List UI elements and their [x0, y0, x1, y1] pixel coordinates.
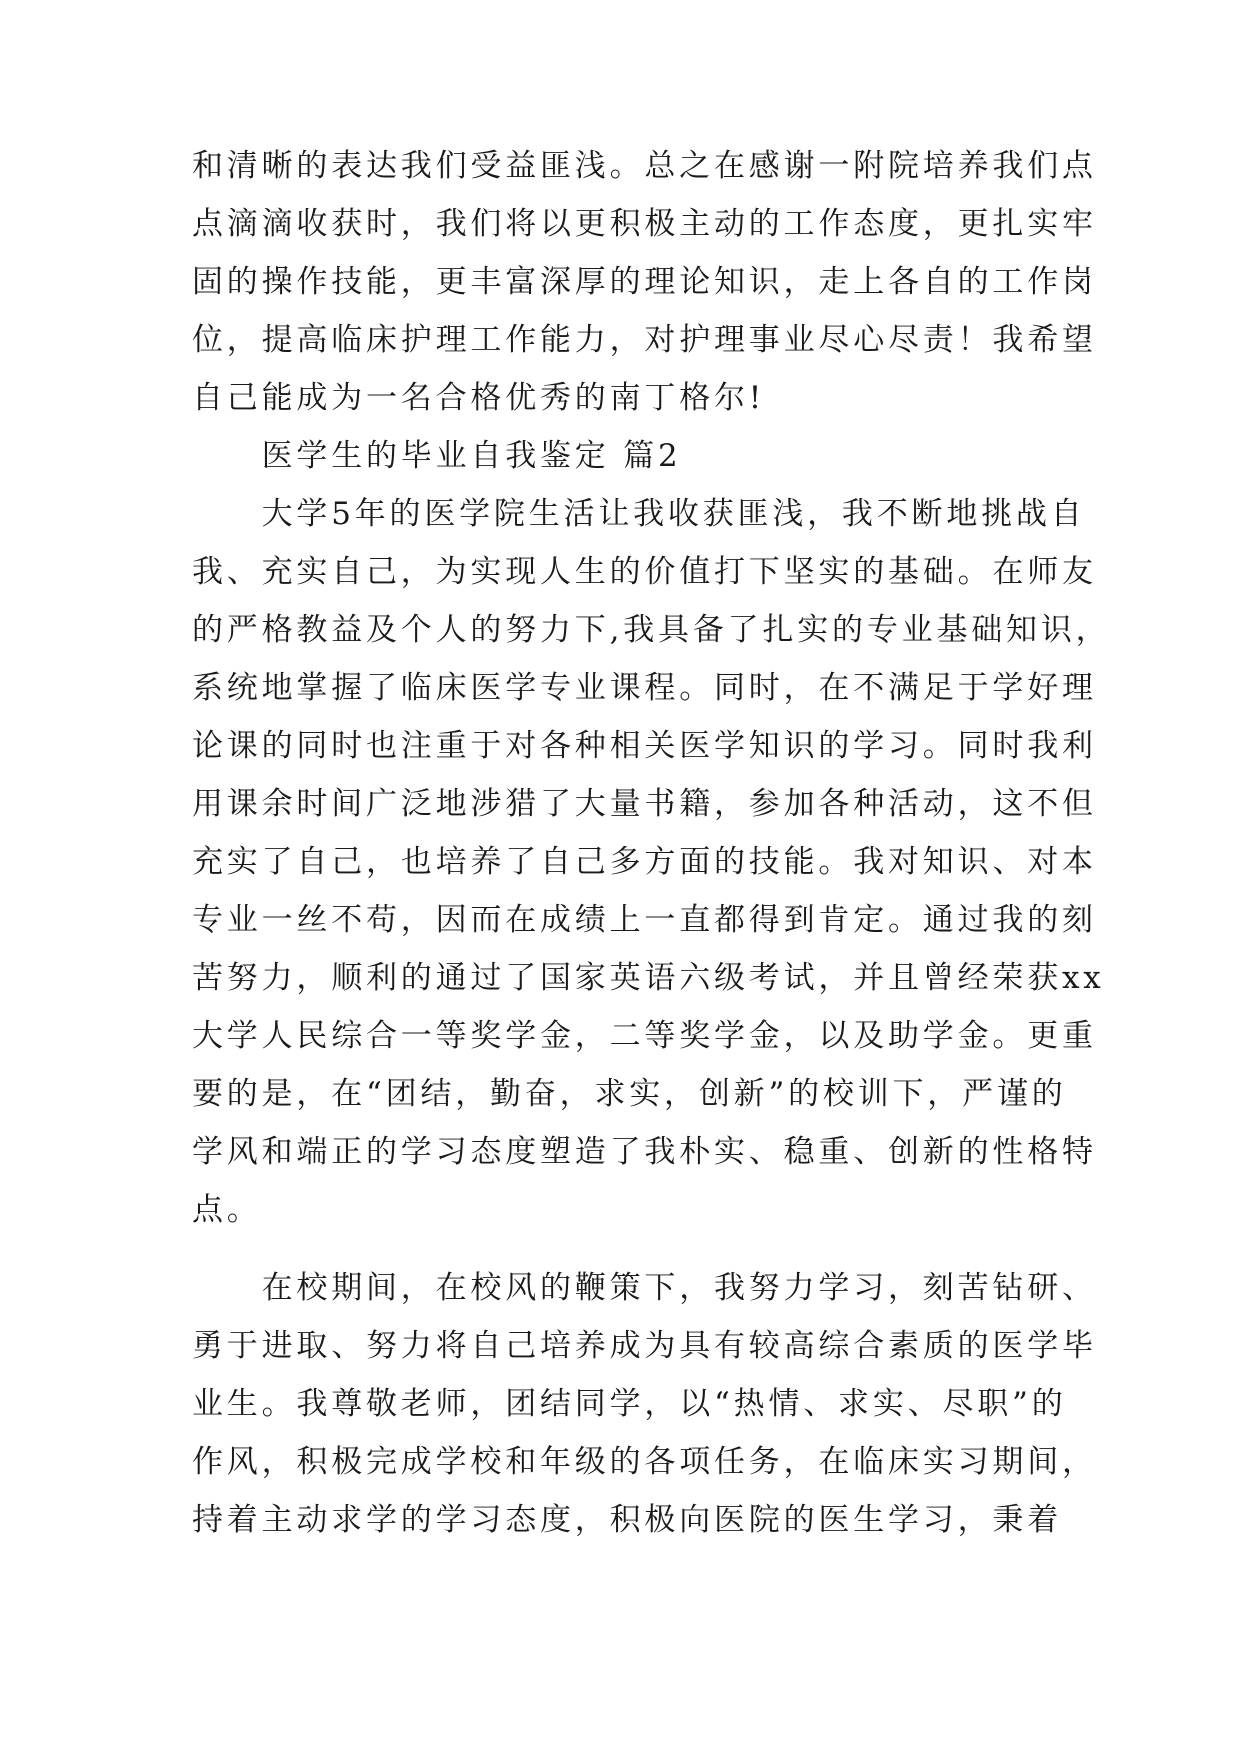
text-line: 和清晰的表达我们受益匪浅。总之在感谢一附院培养我们点	[192, 148, 1097, 184]
text-line: 的严格教益及个人的努力下,我具备了扎实的专业基础知识，	[192, 612, 1111, 648]
text-line: 用课余时间广泛地涉猎了大量书籍，参加各种活动，这不但	[192, 786, 1097, 822]
text-line: 专业一丝不苟，因而在成绩上一直都得到肯定。通过我的刻	[192, 902, 1097, 938]
text-line: 大学人民综合一等奖学金，二等奖学金，以及助学金。更重	[192, 1018, 1097, 1054]
text-line: 系统地掌握了临床医学专业课程。同时，在不满足于学好理	[192, 670, 1097, 706]
text-line: 持着主动求学的学习态度，积极向医院的医生学习，秉着	[192, 1502, 1062, 1538]
text-line: 我、充实自己，为实现人生的价值打下坚实的基础。在师友	[192, 554, 1097, 590]
text-line: 自己能成为一名合格优秀的南丁格尔!	[192, 380, 766, 416]
text-line: 固的操作技能，更丰富深厚的理论知识，走上各自的工作岗	[192, 264, 1097, 300]
text-line: 充实了自己，也培养了自己多方面的技能。我对知识、对本	[192, 844, 1097, 880]
text-line: 位，提高临床护理工作能力，对护理事业尽心尽责！我希望	[192, 322, 1097, 358]
section-heading: 医学生的毕业自我鉴定 篇2	[192, 438, 682, 474]
text-line: 苦努力，顺利的通过了国家英语六级考试，并且曾经荣获xx	[192, 960, 1105, 996]
text-line: 业生。我尊敬老师，团结同学，以“热情、求实、尽职”的	[192, 1386, 1067, 1422]
text-line: 勇于进取、努力将自己培养成为具有较高综合素质的医学毕	[192, 1328, 1097, 1364]
text-line: 论课的同时也注重于对各种相关医学知识的学习。同时我利	[192, 728, 1097, 764]
text-line: 点滴滴收获时，我们将以更积极主动的工作态度，更扎实牢	[192, 206, 1097, 242]
text-line: 学风和端正的学习态度塑造了我朴实、稳重、创新的性格特	[192, 1134, 1097, 1170]
text-line: 作风，积极完成学校和年级的各项任务，在临床实习期间，	[192, 1444, 1097, 1480]
text-line: 在校期间，在校风的鞭策下，我努力学习，刻苦钻研、	[192, 1270, 1097, 1306]
text-line: 要的是，在“团结，勤奋，求实，创新”的校训下，严谨的	[192, 1076, 1067, 1112]
text-line: 大学5年的医学院生活让我收获匪浅，我不断地挑战自	[192, 496, 1086, 532]
text-line: 点。	[192, 1192, 262, 1228]
